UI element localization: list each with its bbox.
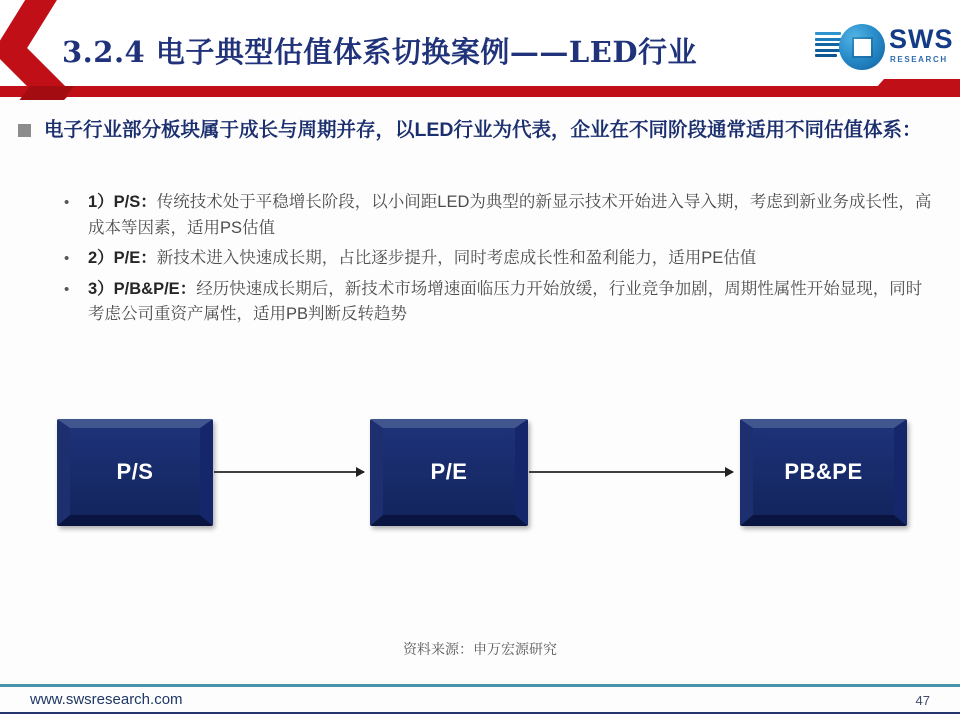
bullet-lead: 1）P/S： xyxy=(88,193,157,211)
stage-box-pe xyxy=(370,419,528,526)
list-item xyxy=(64,246,932,272)
logo-text-research: RESEARCH xyxy=(890,55,948,64)
square-bullet-icon xyxy=(18,124,31,137)
arrow-right-icon xyxy=(529,471,733,473)
dot-bullet-icon: • xyxy=(64,194,70,211)
bullet-detail: 经历快速成长期后，新技术市场增速面临压力开始放缓，行业竞争加剧，周期性属性开始显现，同时考虑公司重资产属性，适用PB判断反转趋势 xyxy=(88,279,923,324)
arrow-right-icon xyxy=(214,471,364,473)
main-point-text: 电子行业部分板块属于成长与周期并存，以LED行业为代表，企业在不同阶段通常适用不同估值体系： xyxy=(44,119,922,141)
header xyxy=(0,0,960,100)
stage-box-pbpe xyxy=(740,419,907,526)
stage-box-ps xyxy=(57,419,213,526)
dot-bullet-icon: • xyxy=(64,280,70,298)
logo-text-sws: SWS xyxy=(889,24,954,54)
bullet-detail: 新技术进入快速成长期，占比逐步提升，同时考虑成长性和盈利能力，适用PE估值 xyxy=(156,249,757,268)
valuation-flow-diagram xyxy=(0,419,960,531)
bullet-lead: 2）P/E： xyxy=(88,249,157,268)
footer-divider xyxy=(0,684,960,687)
source-note: 资料来源：申万宏源研究 xyxy=(403,641,557,657)
list-item xyxy=(64,190,932,241)
list-item xyxy=(64,277,932,328)
bullet-lead: 3）P/B&P/E： xyxy=(88,279,197,298)
footer-website-link[interactable]: www.swsresearch.com xyxy=(30,691,183,708)
page-title: 3.2.4 电子典型估值体系切换案例——LED行业 xyxy=(62,35,697,69)
bullet-text xyxy=(88,246,932,272)
bullet-text xyxy=(88,277,932,328)
stage-label: P/E xyxy=(430,458,468,484)
bullet-text xyxy=(88,190,932,241)
globe-icon xyxy=(839,24,885,70)
stage-label: P/S xyxy=(116,458,154,484)
sws-logo xyxy=(813,20,954,78)
page-number: 47 xyxy=(915,693,930,708)
bullet-list xyxy=(64,190,932,333)
bottom-border xyxy=(0,712,960,714)
bullet-detail: 传统技术处于平稳增长阶段，以小间距LED为典型的新显示技术开始进入导入期，考虑到新业务成长性，高成本等因素，适用PS估值 xyxy=(88,193,932,237)
stage-label: PB&PE xyxy=(784,458,863,484)
dot-bullet-icon: • xyxy=(64,250,70,268)
